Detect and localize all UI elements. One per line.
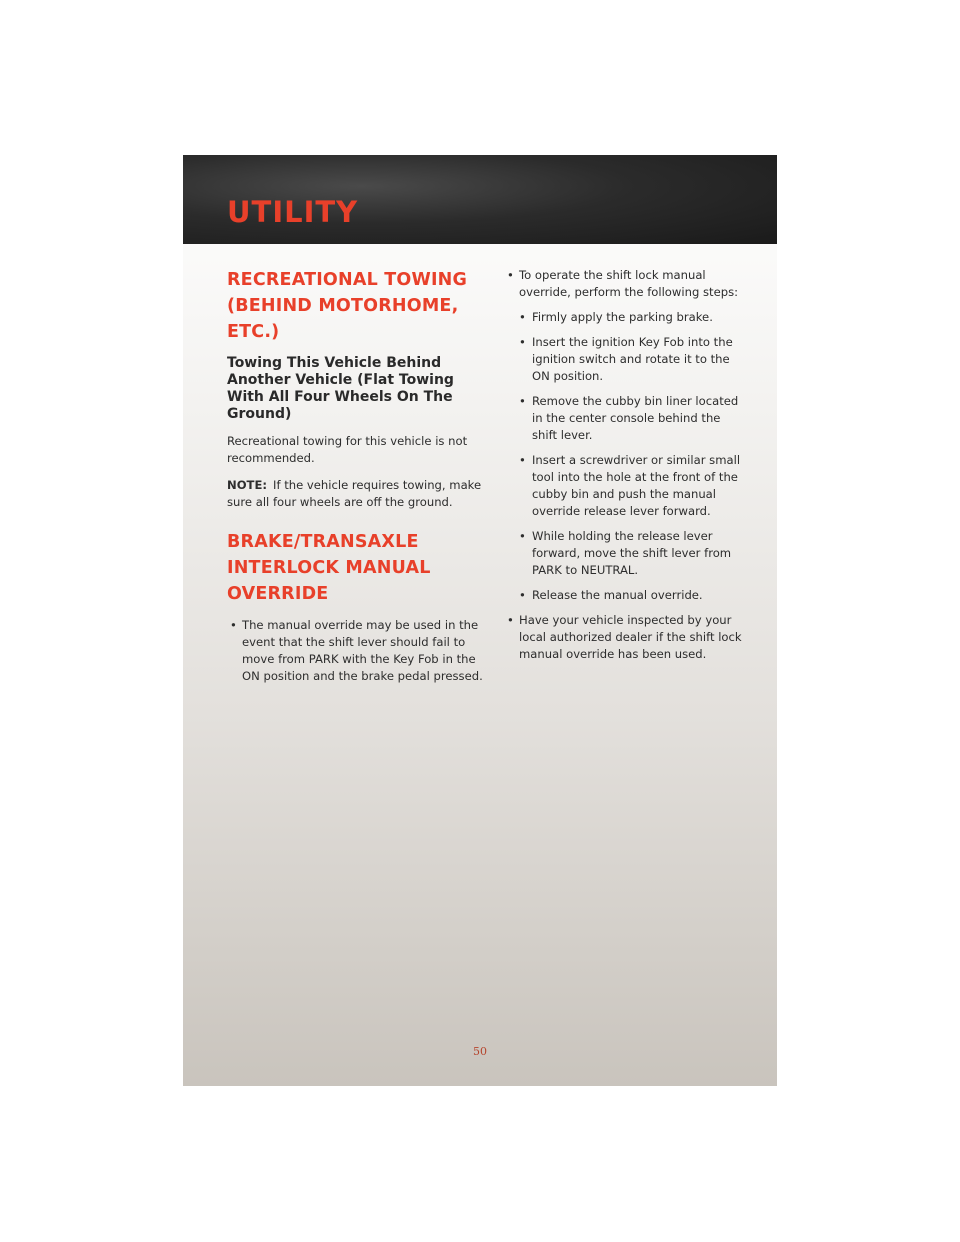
list-item: • Release the manual override. — [504, 587, 744, 604]
list-item: • Firmly apply the parking brake. — [504, 309, 744, 326]
right-column — [504, 267, 744, 671]
note-label: NOTE: — [227, 478, 268, 492]
left-column — [227, 267, 489, 693]
list-item: • Insert the ignition Key Fob into the ignition switch and rotate it to the ON position. — [504, 334, 744, 385]
list-item: • To operate the shift lock manual override, perform the following steps: — [504, 267, 744, 301]
right-bullet-list — [504, 267, 744, 663]
list-item: • While holding the release lever forward, move the shift lever from PARK to NEUTRAL. — [504, 528, 744, 579]
list-item: • The manual override may be used in the event that the shift lever should fail to move from PARK with the Key Fob in the ON position and the brake pedal pressed. — [227, 617, 489, 685]
heading-recreational-towing: RECREATIONAL TOWING (BEHIND MOTORHOME, ETC.) — [227, 270, 468, 342]
heading-interlock-override: BRAKE/TRANSAXLE INTERLOCK MANUAL OVERRIDE — [227, 532, 431, 604]
section-title: UTILITY — [227, 195, 359, 229]
note-text: If the vehicle requires towing, make sure all four wheels are off the ground. — [227, 478, 482, 509]
note-paragraph — [227, 477, 489, 511]
list-item: • Remove the cubby bin liner located in the center console behind the shift lever. — [504, 393, 744, 444]
list-item: • Insert a screwdriver or similar small tool into the hole at the front of the cubby bin and push the manual override release lever forward. — [504, 452, 744, 520]
subheading-flat-towing: Towing This Vehicle Behind Another Vehicle (Flat Towing With All Four Wheels On The Ground) — [227, 355, 454, 422]
page-number: 50 — [473, 1045, 487, 1058]
manual-page — [183, 155, 777, 1086]
left-bullet-list — [227, 617, 489, 685]
section-header-bar — [183, 155, 777, 244]
paragraph-towing-not-recommended: Recreational towing for this vehicle is not recommended. — [227, 434, 468, 465]
list-item: • Have your vehicle inspected by your local authorized dealer if the shift lock manual override has been used. — [504, 612, 744, 663]
